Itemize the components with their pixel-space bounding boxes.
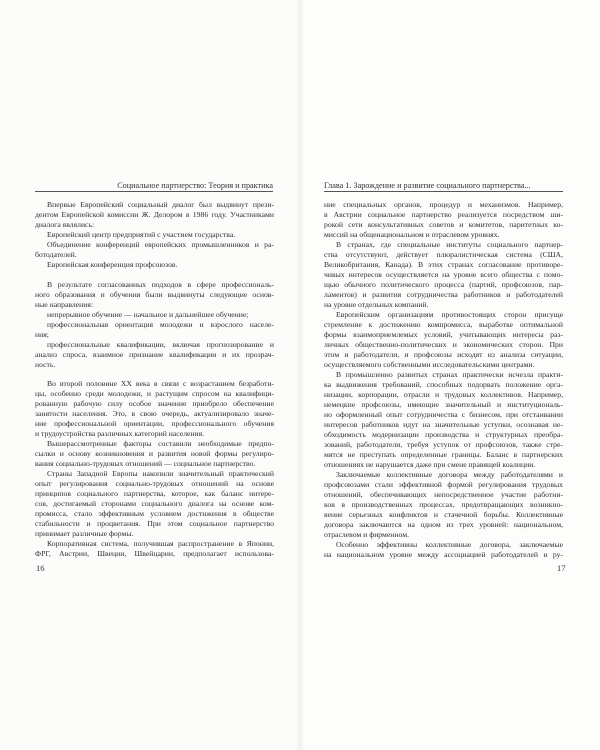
text-line: стремление к достижению компромисса, выработке оптимальной [324, 320, 563, 329]
text-line: мятся не преступать определенные границы. Баланс в партнерских [324, 450, 563, 459]
paragraph [35, 240, 274, 260]
paragraph [324, 310, 563, 370]
text-line: ность. [35, 359, 56, 369]
text-line: В промышленно развитых странах практически исчезла практи- [336, 370, 563, 379]
paragraph [324, 200, 563, 240]
text-line: непрерывное обучение — начальное и дальнейшее обучение; [47, 309, 249, 319]
text-line: ботодателей. [35, 250, 77, 259]
text-line: низации, корпорации, отрасли и трудовых коллективов. Например, [324, 390, 563, 399]
text-line: личных общественно-политических и экономических сторон. При [324, 340, 563, 349]
page-number: 16 [36, 563, 45, 573]
text-line: ства отсутствуют, действует плюралистическая система (США, [324, 250, 563, 259]
text-line: анализ спроса, взаимное признание квалификации и их прозрач- [35, 349, 274, 359]
text-line: принимает различные формы. [35, 529, 134, 538]
text-line: ния; [35, 329, 49, 339]
text-line: принципов социального партнерства, которое, как баланс интере- [35, 489, 274, 498]
text-line: стабильности и процветания. При этом социальное партнерство [35, 519, 274, 528]
text-line: рокой сети консультативных советов и комитетов, паритетных ко- [324, 220, 563, 229]
text-line: миссий на общенациональном и отраслевом уровнях. [324, 230, 500, 239]
page-body [35, 200, 274, 559]
page-number: 17 [557, 563, 566, 573]
text-line: вение серьезных конфликтов и стачечной борьбы. Коллективные [324, 510, 563, 519]
text-line: профессиональная ориентация молодежи и взрослого населе- [47, 319, 274, 329]
text-line: ного образования и обучения были выдвинуты следующие основ- [35, 289, 274, 299]
paragraph [324, 370, 563, 470]
text-line: ФРГ, Австрии, Швеции, Швейцарии, предполагает использова- [35, 549, 274, 558]
text-line: Великобритания, Канада). В этих странах согласование противоре- [324, 260, 563, 269]
paragraph [35, 539, 274, 559]
text-line: на уровне отдельных компаний. [324, 300, 429, 309]
text-line: ние профессиональной ориентации, профессионального обучения [35, 419, 274, 428]
text-line: профсоюзами стали эффективной формой регулирования трудовых [324, 480, 563, 489]
header-rule [35, 191, 273, 192]
text-line: в Австрии социальное партнерство реализуется посредством ши- [324, 210, 563, 219]
text-line: чивых интересов осуществляется на уровне всего общества с помо- [324, 270, 563, 279]
text-line: Впервые Европейский социальный диалог был выдвинут прези- [47, 200, 274, 209]
book-gutter [296, 0, 304, 750]
text-line: отраслевом и фирменном. [324, 530, 410, 539]
text-line: ков в производственных процессах, предотвращающих возникно- [324, 500, 563, 509]
paragraph [35, 379, 274, 439]
text-line: опыт регулирования социально-трудовых отношений на основе [35, 479, 274, 488]
text-line: рованную рабочую силу особое значение приобрело обеспечение [35, 399, 274, 408]
text-line: Европейским организациям противостоящих сторон присуще [336, 310, 563, 319]
text-line: обходимость модернизации производства и структурных преобра- [324, 430, 563, 439]
text-line: Вышерассмотренные факторы составили необходимые предпо- [47, 439, 274, 448]
text-line: договора заключаются на одном из трех уровней: национальном, [324, 520, 563, 529]
text-line: промисса, стало эффективным условием достижения в обществе [35, 509, 274, 518]
text-line: отношений, обеспечивающих непосредственное участие работни- [324, 490, 563, 499]
text-line: ные направления: [35, 299, 94, 309]
text-line: Особенно эффективны коллективные договора, заключаемые [336, 540, 563, 549]
text-line: Заключаемые коллективные договора между работодателями и [336, 470, 563, 479]
text-line: занятости населения. Это, в свою очередь, актуализировало значе- [35, 409, 274, 418]
text-line: но оформленный опыт сотрудничества с бизнесом, при отстаивании [324, 410, 563, 419]
text-line: и трудоустройства различных категорий населения. [35, 429, 205, 438]
text-line: ламентов) и развития сотрудничества работников и работодателей [324, 290, 563, 299]
page-body [324, 200, 563, 560]
paragraph [35, 439, 274, 469]
text-line: отношениях не нарушается даже при смене правящей коалиции. [324, 460, 536, 469]
text-line: на национальном уровне между ассоциацией работодателей и ру- [324, 550, 563, 559]
text-line: диалога являлись: [35, 220, 95, 229]
text-line: сов, достигаемый сторонами социального диалога на основе ком- [35, 499, 274, 508]
text-line: Корпоративная система, получившая распространение в Японии, [47, 539, 274, 548]
paragraph [35, 469, 274, 539]
text-line: зований, работодатели, требуя уступок от профсоюзов, также стре- [324, 440, 563, 449]
text-line: вания социально-трудовых отношений — социальное партнерство. [35, 459, 256, 468]
paragraph [324, 470, 563, 540]
text-line: щью обычного политического процесса (партий, профсоюзов, пар- [324, 280, 563, 289]
header-rule [324, 191, 563, 192]
paragraph [35, 230, 274, 240]
text-line: ка выдвижения требований, способных подорвать положение орга- [324, 380, 563, 389]
paragraph [35, 320, 274, 340]
text-line: Европейская конференция профсоюзов. [47, 260, 178, 269]
right-page [300, 0, 600, 750]
text-line: Европейский центр предприятий с участием государства. [47, 230, 236, 239]
text-line: немецкие профсоюзы, имеющие значительный и институциональ- [324, 400, 563, 409]
text-line: Страны Западной Европы накопили значительный практический [47, 469, 274, 478]
text-line: сылки и основу возникновения и развития новой формы регулиро- [35, 449, 274, 458]
text-line: формы взаимоприемлемых условий, учитывающих интересы раз- [324, 330, 563, 339]
paragraph [35, 340, 274, 370]
text-line: В странах, где специальные институты социального партнер- [336, 240, 563, 249]
text-line: В результате согласованных подходов в сфере профессиональ- [47, 279, 274, 289]
text-line: интересов работников идут на значительные уступки, осознавая не- [324, 420, 563, 429]
text-line: этом и работодатели, и профсоюзы исходят из анализа ситуации, [324, 350, 563, 359]
text-line: Во второй половине XX века в связи с возрастанием безработи- [47, 379, 274, 388]
text-line: ние специальных органов, процедур и механизмов. Например, [324, 200, 563, 209]
paragraph [35, 310, 274, 320]
text-line: профессиональные квалификации, включая прогнозирование и [47, 339, 274, 349]
text-line: дентом Европейской комиссии Ж. Делором в 1986 году. Участниками [35, 210, 274, 219]
text-line: Объединение конференций европейских промышленников и ра- [47, 240, 274, 249]
paragraph [324, 240, 563, 310]
paragraph [35, 260, 274, 270]
running-header: Глава 1. Зарождение и развитие социального партнерства... [324, 181, 531, 190]
running-header: Социальное партнерство: Теория и практика [117, 181, 273, 190]
text-line: цы, особенно среди молодежи, и растущим спросом на квалифици- [35, 389, 274, 398]
paragraph [35, 200, 274, 230]
paragraph [35, 280, 274, 310]
paragraph [324, 540, 563, 560]
text-line: осуществляемого собственными исследовательскими центрами. [324, 360, 535, 369]
